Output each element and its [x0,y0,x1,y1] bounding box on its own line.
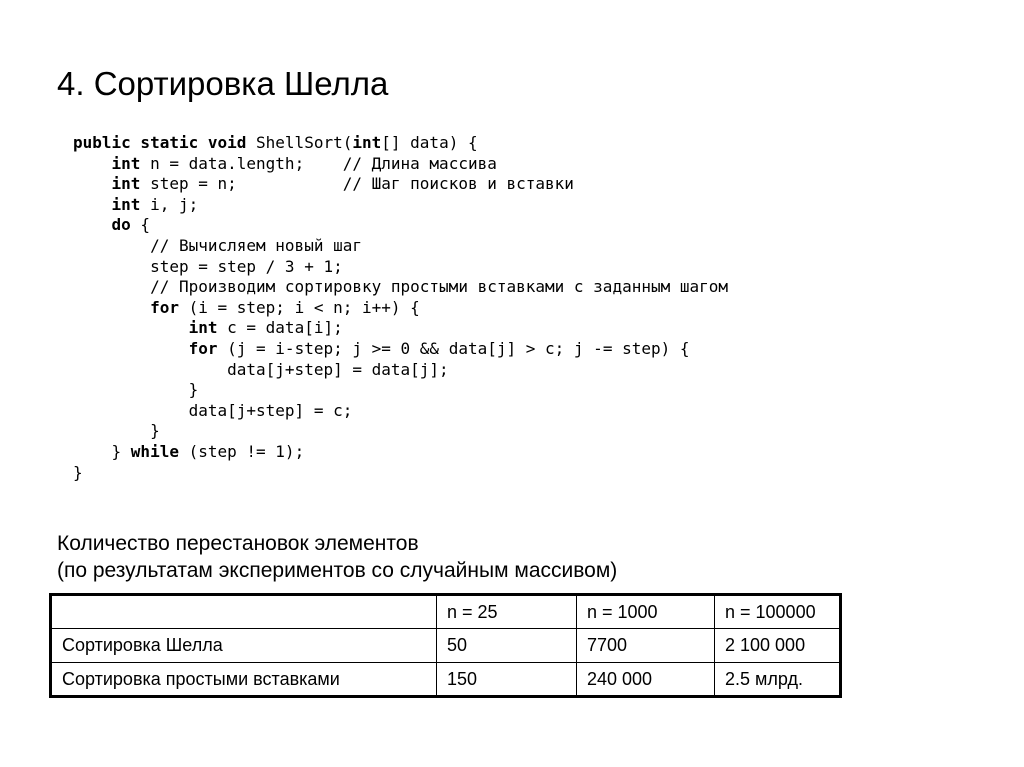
code-text: // Вычисляем новый шаг [73,235,362,255]
code-text: (i = step; i < n; i++) { [178,297,420,317]
code-keyword: do [111,215,131,235]
table-cell: 7700 [577,629,715,663]
code-text: (j = i-step; j >= 0 && data[j] > c; j -= step) { [217,338,690,358]
table-row [51,663,841,697]
table-cell: 240 000 [577,663,715,697]
code-text: } [73,421,160,441]
code-line [73,195,728,216]
code-text: step = n; // Шаг поисков и вставки [140,174,574,194]
code-line [73,380,728,401]
code-line [73,463,728,484]
header-cell [51,595,437,629]
code-line [73,421,728,442]
code-line [73,154,728,175]
code-line [73,133,728,154]
caption-line-1: Количество перестановок элементов [57,532,419,555]
code-text: c = data[i]; [217,318,343,338]
code-keyword: int [111,194,141,214]
table-cell: 2.5 млрд. [715,663,841,697]
code-line [73,215,728,236]
slide-title: 4. Сортировка Шелла [57,65,389,102]
code-keyword: while [130,441,179,461]
code-text: i, j; [140,194,199,214]
code-text: } [73,380,199,400]
code-text [73,339,189,358]
code-line [73,298,728,319]
code-text: { [130,215,151,235]
code-keyword: int [352,133,382,152]
code-text [73,195,112,214]
code-text [73,154,112,173]
code-text: ShellSort( [246,133,353,152]
code-line [73,277,728,298]
code-text: } [73,462,83,482]
header-cell: n = 1000 [577,595,715,629]
code-text [73,318,189,337]
code-text: step = step / 3 + 1; [73,256,343,276]
code-line [73,318,728,339]
code-line [73,339,728,360]
code-line [73,442,728,463]
code-keyword: for [150,297,179,317]
row-label: Сортировка Шелла [51,629,437,663]
table-cell: 50 [437,629,577,663]
code-keyword: int [188,318,218,338]
table-cell: 150 [437,663,577,697]
code-text: [] data) { [381,133,478,152]
code-line [73,360,728,381]
code-text [73,298,150,317]
code-line [73,236,728,257]
header-cell: n = 25 [437,595,577,629]
table-cell: 2 100 000 [715,629,841,663]
code-text: // Производим сортировку простыми вставками с заданным шагом [73,277,729,297]
table-caption [57,530,617,584]
code-keyword: int [111,174,141,194]
row-label: Сортировка простыми вставками [51,663,437,697]
code-text: (step != 1); [178,441,305,461]
header-cell: n = 100000 [715,595,841,629]
code-text: data[j+step] = data[j]; [73,359,449,379]
code-line [73,174,728,195]
code-keyword: for [188,338,218,358]
table-header-row [51,595,841,629]
code-text [73,174,112,193]
code-block [73,133,728,483]
code-text: n = data.length; // Длина массива [140,153,497,173]
code-keyword: int [111,153,141,173]
caption-line-2: (по результатам экспериментов со случайным массивом) [57,559,618,582]
results-table [49,593,842,698]
code-line [73,257,728,278]
table-row [51,629,841,663]
code-text: data[j+step] = c; [73,400,353,420]
code-text [73,215,112,234]
code-keyword: public static void [73,133,247,152]
code-text: } [73,441,131,461]
code-line [73,401,728,422]
